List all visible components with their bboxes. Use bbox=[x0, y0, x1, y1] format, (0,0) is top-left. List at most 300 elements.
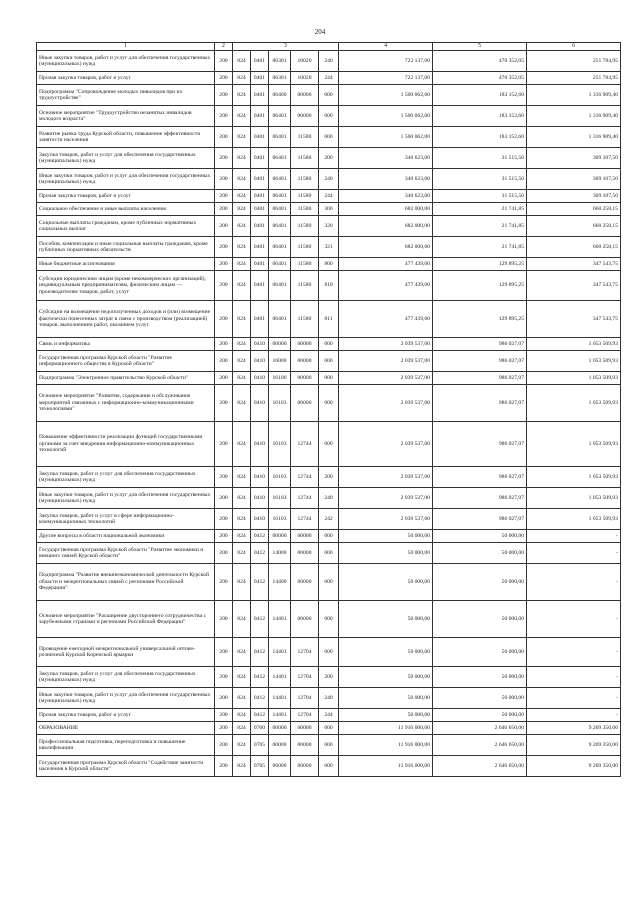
row-code: 0401 bbox=[251, 169, 269, 190]
row-amount: 682 000,00 bbox=[339, 203, 433, 216]
row-code: 824 bbox=[233, 509, 251, 530]
row-amount: 660 258,15 bbox=[527, 203, 621, 216]
row-amount: 50 000,00 bbox=[433, 638, 527, 667]
row-amount: 129 895,25 bbox=[433, 271, 527, 301]
row-code: 06401 bbox=[269, 203, 291, 216]
row-amount: 9 269 350,00 bbox=[527, 735, 621, 756]
row-amount: - bbox=[527, 638, 621, 667]
row-code: 00000 bbox=[269, 735, 291, 756]
row-code: 824 bbox=[233, 216, 251, 237]
row-amount: 347 543,75 bbox=[527, 271, 621, 301]
row-code: 800 bbox=[319, 258, 339, 271]
row-amount: - bbox=[527, 543, 621, 564]
row-code: 0401 bbox=[251, 203, 269, 216]
row-code: 00000 bbox=[291, 351, 319, 372]
row-amount: - bbox=[527, 688, 621, 709]
table-row bbox=[37, 169, 621, 190]
row-amount: 1 316 909,40 bbox=[527, 106, 621, 127]
row-name: Государственная программа Курской области "Содействие занятости населения в Курской области" bbox=[37, 756, 215, 777]
row-code: 824 bbox=[233, 258, 251, 271]
row-amount: 50 000,00 bbox=[339, 688, 433, 709]
row-amount: 50 000,00 bbox=[433, 564, 527, 601]
row-code: 200 bbox=[215, 543, 233, 564]
row-name: Связь и информатика bbox=[37, 338, 215, 351]
row-code: 12704 bbox=[291, 638, 319, 667]
row-code: 11580 bbox=[291, 237, 319, 258]
row-amount: 1 053 509,93 bbox=[527, 385, 621, 422]
header-cell: 2 bbox=[215, 43, 233, 51]
row-code: 11580 bbox=[291, 148, 319, 169]
row-code: 00000 bbox=[291, 106, 319, 127]
table-row bbox=[37, 271, 621, 301]
table-row bbox=[37, 722, 621, 735]
row-amount: 183 152,60 bbox=[433, 106, 527, 127]
row-code: 824 bbox=[233, 351, 251, 372]
row-amount: 11 916 000,00 bbox=[339, 735, 433, 756]
row-amount: 50 000,00 bbox=[339, 564, 433, 601]
row-amount: 2 039 537,00 bbox=[339, 422, 433, 467]
row-code: 000 bbox=[319, 601, 339, 638]
row-code: 200 bbox=[215, 216, 233, 237]
row-code: 240 bbox=[319, 169, 339, 190]
row-name: Субсидии на возмещение недополученных доходов и (или) возмещение фактически понесенных затрат в связи с производством (реализацией) товаров, выполнением работ, оказанием услуг bbox=[37, 301, 215, 338]
row-code: 811 bbox=[319, 301, 339, 338]
row-code: 000 bbox=[319, 422, 339, 467]
row-amount: 309 107,50 bbox=[527, 148, 621, 169]
row-name: Субсидии юридическим лицам (кроме некоммерческих организаций), индивидуальным предпринимателям, физическим лицам — производителям товаров, работ, услуг bbox=[37, 271, 215, 301]
table-row bbox=[37, 148, 621, 169]
row-code: 200 bbox=[215, 688, 233, 709]
row-code: 200 bbox=[215, 338, 233, 351]
row-amount: - bbox=[527, 564, 621, 601]
row-code: 200 bbox=[215, 756, 233, 777]
row-amount: 2 646 650,00 bbox=[433, 735, 527, 756]
row-code: 12704 bbox=[291, 709, 319, 722]
row-code: 00000 bbox=[291, 372, 319, 385]
row-code: 824 bbox=[233, 467, 251, 488]
row-amount: 986 027,07 bbox=[433, 467, 527, 488]
row-amount: 1 500 062,00 bbox=[339, 85, 433, 106]
row-code: 824 bbox=[233, 601, 251, 638]
row-name: Социальные выплаты гражданам, кроме публичных нормативных социальных выплат bbox=[37, 216, 215, 237]
row-amount: 347 543,75 bbox=[527, 301, 621, 338]
row-amount: 309 107,50 bbox=[527, 190, 621, 203]
row-amount: 50 000,00 bbox=[339, 709, 433, 722]
row-code: 0401 bbox=[251, 127, 269, 148]
table-row bbox=[37, 756, 621, 777]
row-amount: 986 027,07 bbox=[433, 372, 527, 385]
row-code: 06400 bbox=[269, 85, 291, 106]
row-name: Подпрограмма "Электронное правительство Курской области" bbox=[37, 372, 215, 385]
row-amount: 183 152,60 bbox=[433, 85, 527, 106]
row-amount: 31 515,50 bbox=[433, 148, 527, 169]
row-code: 824 bbox=[233, 301, 251, 338]
row-name: Подпрограмма "Развитие внешнеэкономической деятельности Курской области и межрегиональных связей с регионами Российской Федерации" bbox=[37, 564, 215, 601]
table-row bbox=[37, 688, 621, 709]
row-code: 0412 bbox=[251, 638, 269, 667]
row-code: 0401 bbox=[251, 51, 269, 72]
row-amount: 9 269 350,00 bbox=[527, 722, 621, 735]
row-code: 16103 bbox=[269, 488, 291, 509]
row-code: 14000 bbox=[269, 543, 291, 564]
row-code: 000 bbox=[319, 338, 339, 351]
row-amount: 1 053 509,93 bbox=[527, 488, 621, 509]
row-code: 200 bbox=[215, 190, 233, 203]
row-amount: 183 152,60 bbox=[433, 127, 527, 148]
row-amount: 340 623,00 bbox=[339, 169, 433, 190]
row-code: 14401 bbox=[269, 601, 291, 638]
row-code: 000 bbox=[319, 106, 339, 127]
row-name: Прочая закупка товаров, работ и услуг bbox=[37, 709, 215, 722]
row-code: 06301 bbox=[269, 51, 291, 72]
row-name: Иные закупки товаров, работ и услуг для обеспечения государственных (муниципальных) нужд bbox=[37, 51, 215, 72]
row-code: 06401 bbox=[269, 258, 291, 271]
row-code: 0410 bbox=[251, 488, 269, 509]
row-amount: 251 784,95 bbox=[527, 72, 621, 85]
table-row bbox=[37, 601, 621, 638]
row-amount: 2 646 650,00 bbox=[433, 756, 527, 777]
row-code: 0412 bbox=[251, 667, 269, 688]
row-code: 0412 bbox=[251, 709, 269, 722]
row-amount: 31 515,50 bbox=[433, 190, 527, 203]
row-code: 200 bbox=[215, 203, 233, 216]
row-code: 824 bbox=[233, 72, 251, 85]
row-code: 14401 bbox=[269, 709, 291, 722]
table-row bbox=[37, 72, 621, 85]
row-code: 200 bbox=[319, 148, 339, 169]
table-row bbox=[37, 530, 621, 543]
row-code: 321 bbox=[319, 237, 339, 258]
row-code: 06000 bbox=[269, 756, 291, 777]
row-code: 0412 bbox=[251, 564, 269, 601]
row-code: 00000 bbox=[291, 735, 319, 756]
row-code: 0410 bbox=[251, 338, 269, 351]
row-amount: 986 027,07 bbox=[433, 488, 527, 509]
row-code: 00000 bbox=[291, 543, 319, 564]
row-code: 06401 bbox=[269, 148, 291, 169]
row-amount: 50 000,00 bbox=[433, 530, 527, 543]
row-amount: 11 916 000,00 bbox=[339, 756, 433, 777]
row-code: 000 bbox=[319, 85, 339, 106]
row-code: 11580 bbox=[291, 169, 319, 190]
row-code: 200 bbox=[215, 258, 233, 271]
row-amount: 470 352,05 bbox=[433, 51, 527, 72]
row-amount: 2 039 537,00 bbox=[339, 351, 433, 372]
row-code: 12744 bbox=[291, 488, 319, 509]
table-row bbox=[37, 258, 621, 271]
row-name: Основное мероприятие "Расширение двустороннего сотрудничества с зарубежными странами и регионами Российской Федерации" bbox=[37, 601, 215, 638]
row-code: 000 bbox=[319, 351, 339, 372]
row-code: 824 bbox=[233, 638, 251, 667]
row-code: 810 bbox=[319, 271, 339, 301]
row-name: Другие вопросы в области национальной экономики bbox=[37, 530, 215, 543]
row-code: 200 bbox=[215, 148, 233, 169]
row-name: Иные бюджетные ассигнования bbox=[37, 258, 215, 271]
row-name: Прочая закупка товаров, работ и услуг bbox=[37, 190, 215, 203]
row-name: Профессиональная подготовка, переподготовка и повышение квалификации bbox=[37, 735, 215, 756]
row-code: 000 bbox=[319, 638, 339, 667]
row-code: 824 bbox=[233, 372, 251, 385]
row-amount: 50 000,00 bbox=[433, 601, 527, 638]
row-code: 000 bbox=[319, 735, 339, 756]
row-code: 10020 bbox=[291, 51, 319, 72]
row-code: 11580 bbox=[291, 271, 319, 301]
row-code: 200 bbox=[215, 351, 233, 372]
row-code: 200 bbox=[215, 488, 233, 509]
row-amount: 660 258,15 bbox=[527, 216, 621, 237]
row-code: 00000 bbox=[269, 338, 291, 351]
row-code: 12744 bbox=[291, 422, 319, 467]
table-row bbox=[37, 85, 621, 106]
row-amount: 477 439,00 bbox=[339, 258, 433, 271]
row-amount: 1 053 509,93 bbox=[527, 351, 621, 372]
row-code: 0410 bbox=[251, 372, 269, 385]
table-row bbox=[37, 667, 621, 688]
row-code: 200 bbox=[215, 564, 233, 601]
row-code: 824 bbox=[233, 530, 251, 543]
row-amount: 21 741,85 bbox=[433, 203, 527, 216]
row-code: 16103 bbox=[269, 422, 291, 467]
row-code: 200 bbox=[215, 127, 233, 148]
row-code: 0401 bbox=[251, 271, 269, 301]
table-row bbox=[37, 216, 621, 237]
row-code: 824 bbox=[233, 488, 251, 509]
row-code: 0401 bbox=[251, 216, 269, 237]
row-code: 06401 bbox=[269, 127, 291, 148]
table-row bbox=[37, 422, 621, 467]
row-amount: 2 039 537,00 bbox=[339, 488, 433, 509]
row-name: Государственная программа Курской области "Развитие экономики и внешних связей Курской области" bbox=[37, 543, 215, 564]
budget-table bbox=[36, 42, 621, 777]
table-row bbox=[37, 467, 621, 488]
table-row bbox=[37, 203, 621, 216]
row-amount: 2 039 537,00 bbox=[339, 338, 433, 351]
row-code: 00000 bbox=[291, 385, 319, 422]
row-amount: 986 027,07 bbox=[433, 338, 527, 351]
row-code: 0705 bbox=[251, 735, 269, 756]
row-code: 0401 bbox=[251, 258, 269, 271]
row-code: 16103 bbox=[269, 509, 291, 530]
row-code: 0412 bbox=[251, 543, 269, 564]
row-code: 200 bbox=[215, 106, 233, 127]
row-code: 16100 bbox=[269, 372, 291, 385]
row-code: 200 bbox=[215, 72, 233, 85]
row-code: 11580 bbox=[291, 258, 319, 271]
row-code: 240 bbox=[319, 488, 339, 509]
row-code: 0401 bbox=[251, 190, 269, 203]
row-amount: 1 053 509,93 bbox=[527, 338, 621, 351]
row-name: Основное мероприятие "Развитие, содержание и обслуживание мероприятий связанных с информационно-коммуникационными технологиями" bbox=[37, 385, 215, 422]
table-row bbox=[37, 638, 621, 667]
row-amount: - bbox=[527, 530, 621, 543]
row-name: Пособия, компенсации и иные социальные выплаты гражданам, кроме публичных нормативных обязательств bbox=[37, 237, 215, 258]
row-amount: 340 623,00 bbox=[339, 148, 433, 169]
row-code: 200 bbox=[215, 85, 233, 106]
row-code: 12704 bbox=[291, 688, 319, 709]
row-code: 200 bbox=[215, 372, 233, 385]
table-row bbox=[37, 190, 621, 203]
row-code: 824 bbox=[233, 271, 251, 301]
header-cell: 5 bbox=[433, 43, 527, 51]
row-name: Закупка товаров, работ и услуг для обеспечения государственных (муниципальных) нужд bbox=[37, 667, 215, 688]
row-code: 824 bbox=[233, 543, 251, 564]
row-amount: 470 352,05 bbox=[433, 72, 527, 85]
row-code: 000 bbox=[319, 543, 339, 564]
row-amount: - bbox=[527, 667, 621, 688]
row-code: 00000 bbox=[291, 338, 319, 351]
row-code: 14401 bbox=[269, 667, 291, 688]
row-amount: 2 039 537,00 bbox=[339, 509, 433, 530]
row-code: 824 bbox=[233, 237, 251, 258]
row-amount: 1 500 062,00 bbox=[339, 106, 433, 127]
row-name: Закупка товаров, работ и услуг в сфере информационно-коммуникационных технологий bbox=[37, 509, 215, 530]
row-code: 12744 bbox=[291, 467, 319, 488]
row-code: 12704 bbox=[291, 667, 319, 688]
row-amount: - bbox=[527, 601, 621, 638]
row-code: 06401 bbox=[269, 301, 291, 338]
row-amount: 722 137,00 bbox=[339, 72, 433, 85]
row-code: 824 bbox=[233, 667, 251, 688]
table-row bbox=[37, 509, 621, 530]
row-amount: 1 053 509,93 bbox=[527, 372, 621, 385]
row-code: 06301 bbox=[269, 72, 291, 85]
header-cell: 6 bbox=[527, 43, 621, 51]
row-code: 824 bbox=[233, 190, 251, 203]
row-name: Иные закупки товаров, работ и услуг для обеспечения государственных (муниципальных) нужд bbox=[37, 488, 215, 509]
row-amount: - bbox=[527, 709, 621, 722]
row-code: 0705 bbox=[251, 756, 269, 777]
row-code: 200 bbox=[215, 530, 233, 543]
row-code: 824 bbox=[233, 709, 251, 722]
row-code: 300 bbox=[319, 203, 339, 216]
row-name: Основное мероприятие "Трудоустройство незанятых инвалидов молодого возраста" bbox=[37, 106, 215, 127]
row-amount: 31 515,50 bbox=[433, 169, 527, 190]
row-code: 14401 bbox=[269, 638, 291, 667]
row-amount: 1 053 509,93 bbox=[527, 467, 621, 488]
table-row bbox=[37, 709, 621, 722]
page-number: 204 bbox=[314, 28, 326, 36]
row-code: 000 bbox=[319, 385, 339, 422]
row-code: 0700 bbox=[251, 722, 269, 735]
row-amount: 477 439,00 bbox=[339, 271, 433, 301]
row-code: 824 bbox=[233, 422, 251, 467]
row-code: 10020 bbox=[291, 72, 319, 85]
row-name: Проведение ежегодной межрегиональной универсальной оптово-розничной Курской Коренской ярмарки bbox=[37, 638, 215, 667]
row-code: 14401 bbox=[269, 688, 291, 709]
table-row bbox=[37, 338, 621, 351]
row-code: 0410 bbox=[251, 351, 269, 372]
row-name: Иные закупки товаров, работ и услуг для обеспечения государственных (муниципальных) нужд bbox=[37, 688, 215, 709]
row-code: 11580 bbox=[291, 190, 319, 203]
table-row bbox=[37, 372, 621, 385]
row-code: 824 bbox=[233, 385, 251, 422]
row-code: 11580 bbox=[291, 203, 319, 216]
row-code: 000 bbox=[319, 127, 339, 148]
row-amount: 2 039 537,00 bbox=[339, 385, 433, 422]
table-row bbox=[37, 237, 621, 258]
row-amount: 129 895,25 bbox=[433, 301, 527, 338]
table-row bbox=[37, 51, 621, 72]
row-amount: 2 646 650,00 bbox=[433, 722, 527, 735]
row-code: 824 bbox=[233, 148, 251, 169]
row-amount: 986 027,07 bbox=[433, 351, 527, 372]
row-code: 824 bbox=[233, 735, 251, 756]
row-amount: 2 039 537,00 bbox=[339, 372, 433, 385]
row-amount: 50 000,00 bbox=[339, 601, 433, 638]
row-code: 11580 bbox=[291, 216, 319, 237]
row-code: 200 bbox=[215, 422, 233, 467]
row-code: 200 bbox=[319, 667, 339, 688]
row-code: 824 bbox=[233, 722, 251, 735]
row-amount: 9 269 350,00 bbox=[527, 756, 621, 777]
row-code: 0410 bbox=[251, 509, 269, 530]
row-code: 200 bbox=[215, 237, 233, 258]
header-cell: 4 bbox=[339, 43, 433, 51]
row-code: 0412 bbox=[251, 688, 269, 709]
row-amount: 21 741,85 bbox=[433, 216, 527, 237]
row-code: 244 bbox=[319, 190, 339, 203]
row-code: 824 bbox=[233, 85, 251, 106]
row-amount: 2 039 537,00 bbox=[339, 467, 433, 488]
header-cell: 3 bbox=[233, 43, 339, 51]
row-code: 06401 bbox=[269, 169, 291, 190]
row-amount: 1 500 062,00 bbox=[339, 127, 433, 148]
row-code: 200 bbox=[319, 467, 339, 488]
row-code: 240 bbox=[319, 688, 339, 709]
row-name: ОБРАЗОВАНИЕ bbox=[37, 722, 215, 735]
row-name: Иные закупки товаров, работ и услуг для обеспечения государственных (муниципальных) нужд bbox=[37, 169, 215, 190]
row-amount: 1 053 509,93 bbox=[527, 509, 621, 530]
row-code: 00000 bbox=[291, 85, 319, 106]
row-code: 824 bbox=[233, 756, 251, 777]
row-amount: 986 027,07 bbox=[433, 422, 527, 467]
row-code: 0412 bbox=[251, 601, 269, 638]
table-row bbox=[37, 385, 621, 422]
row-code: 000 bbox=[319, 372, 339, 385]
row-code: 00000 bbox=[291, 722, 319, 735]
row-code: 824 bbox=[233, 106, 251, 127]
table-row bbox=[37, 301, 621, 338]
row-code: 16103 bbox=[269, 467, 291, 488]
row-code: 240 bbox=[319, 51, 339, 72]
row-amount: 986 027,07 bbox=[433, 385, 527, 422]
row-code: 0401 bbox=[251, 301, 269, 338]
row-code: 200 bbox=[215, 301, 233, 338]
row-amount: 682 000,00 bbox=[339, 216, 433, 237]
row-amount: 682 000,00 bbox=[339, 237, 433, 258]
row-code: 000 bbox=[319, 530, 339, 543]
row-amount: 1 053 509,93 bbox=[527, 422, 621, 467]
row-code: 200 bbox=[215, 385, 233, 422]
row-code: 14400 bbox=[269, 564, 291, 601]
row-code: 320 bbox=[319, 216, 339, 237]
row-amount: 347 543,75 bbox=[527, 258, 621, 271]
row-code: 200 bbox=[215, 709, 233, 722]
row-code: 824 bbox=[233, 564, 251, 601]
row-code: 000 bbox=[319, 756, 339, 777]
row-code: 0401 bbox=[251, 237, 269, 258]
row-name: Государственная программа Курской области "Развитие информационного общества в Курской области" bbox=[37, 351, 215, 372]
row-code: 242 bbox=[319, 509, 339, 530]
row-code: 00000 bbox=[291, 756, 319, 777]
row-amount: 50 000,00 bbox=[433, 688, 527, 709]
row-code: 200 bbox=[215, 722, 233, 735]
row-code: 0401 bbox=[251, 148, 269, 169]
row-code: 000 bbox=[319, 564, 339, 601]
row-code: 16103 bbox=[269, 385, 291, 422]
row-code: 824 bbox=[233, 127, 251, 148]
row-name: Закупка товаров, работ и услуг для обеспечения государственных (муниципальных) нужд bbox=[37, 467, 215, 488]
